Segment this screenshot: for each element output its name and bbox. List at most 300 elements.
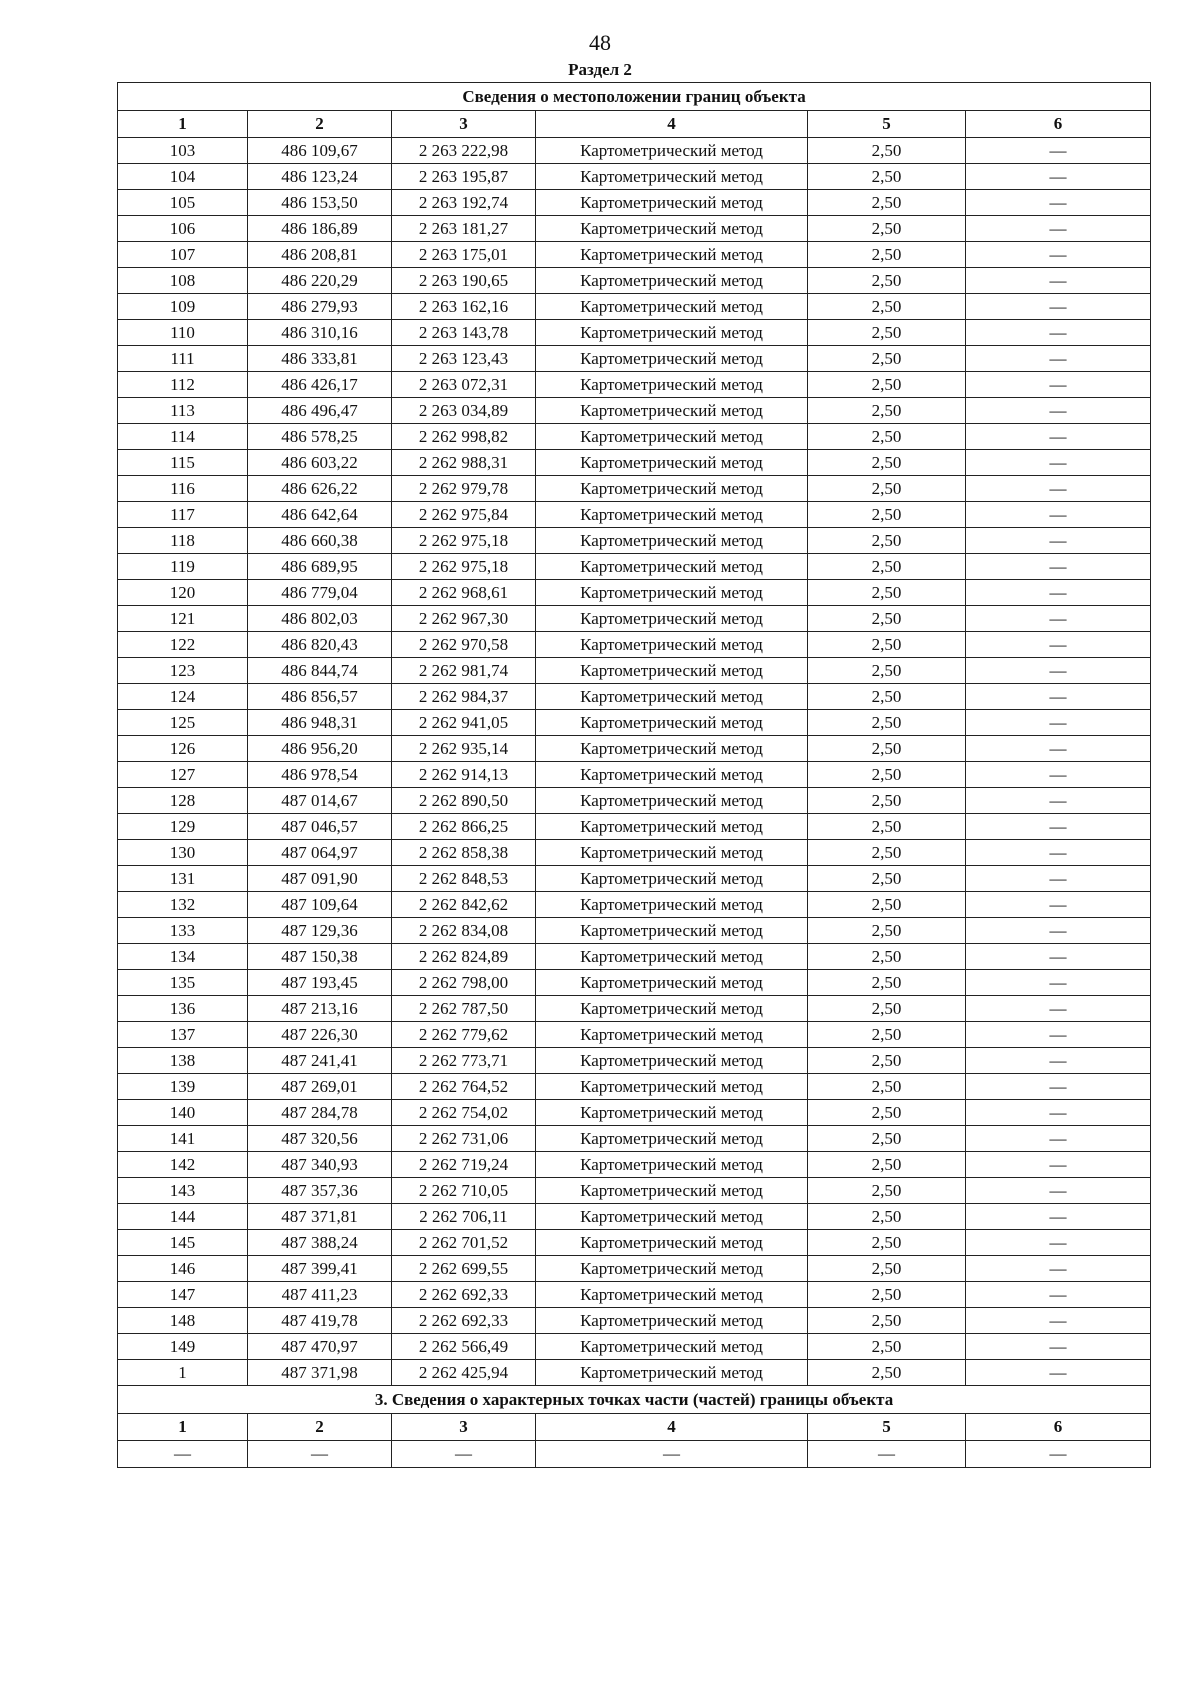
point-number-cell: 117 — [118, 502, 248, 528]
description-cell: — — [966, 1308, 1151, 1334]
table-row — [118, 788, 1151, 814]
section3-column-number-row — [118, 1414, 1151, 1441]
y-coordinate-cell: 2 262 773,71 — [392, 1048, 536, 1074]
accuracy-cell: 2,50 — [808, 1230, 966, 1256]
x-coordinate-cell: 487 226,30 — [248, 1022, 392, 1048]
empty-cell: — — [536, 1441, 808, 1468]
method-cell: Картометрический метод — [536, 554, 808, 580]
table-row — [118, 736, 1151, 762]
table-row — [118, 970, 1151, 996]
accuracy-cell: 2,50 — [808, 216, 966, 242]
table-row — [118, 398, 1151, 424]
column-number: 1 — [118, 1414, 248, 1441]
point-number-cell: 132 — [118, 892, 248, 918]
accuracy-cell: 2,50 — [808, 1126, 966, 1152]
method-cell: Картометрический метод — [536, 710, 808, 736]
point-number-cell: 109 — [118, 294, 248, 320]
y-coordinate-cell: 2 262 692,33 — [392, 1308, 536, 1334]
y-coordinate-cell: 2 262 692,33 — [392, 1282, 536, 1308]
description-cell: — — [966, 138, 1151, 164]
method-cell: Картометрический метод — [536, 762, 808, 788]
y-coordinate-cell: 2 262 754,02 — [392, 1100, 536, 1126]
point-number-cell: 137 — [118, 1022, 248, 1048]
description-cell: — — [966, 216, 1151, 242]
description-cell: — — [966, 1178, 1151, 1204]
y-coordinate-cell: 2 263 143,78 — [392, 320, 536, 346]
point-number-cell: 106 — [118, 216, 248, 242]
boundary-table — [117, 82, 1151, 1468]
accuracy-cell: 2,50 — [808, 840, 966, 866]
description-cell: — — [966, 710, 1151, 736]
accuracy-cell: 2,50 — [808, 424, 966, 450]
accuracy-cell: 2,50 — [808, 138, 966, 164]
accuracy-cell: 2,50 — [808, 528, 966, 554]
method-cell: Картометрический метод — [536, 866, 808, 892]
method-cell: Картометрический метод — [536, 1022, 808, 1048]
empty-cell: — — [392, 1441, 536, 1468]
column-number: 4 — [536, 111, 808, 138]
point-number-cell: 122 — [118, 632, 248, 658]
x-coordinate-cell: 487 064,97 — [248, 840, 392, 866]
accuracy-cell: 2,50 — [808, 788, 966, 814]
y-coordinate-cell: 2 263 123,43 — [392, 346, 536, 372]
x-coordinate-cell: 486 642,64 — [248, 502, 392, 528]
table-row — [118, 554, 1151, 580]
y-coordinate-cell: 2 262 719,24 — [392, 1152, 536, 1178]
y-coordinate-cell: 2 262 975,18 — [392, 528, 536, 554]
description-cell: — — [966, 1126, 1151, 1152]
point-number-cell: 130 — [118, 840, 248, 866]
table-row — [118, 1282, 1151, 1308]
method-cell: Картометрический метод — [536, 242, 808, 268]
point-number-cell: 107 — [118, 242, 248, 268]
method-cell: Картометрический метод — [536, 1334, 808, 1360]
accuracy-cell: 2,50 — [808, 190, 966, 216]
table-row — [118, 684, 1151, 710]
table-row — [118, 424, 1151, 450]
empty-cell: — — [248, 1441, 392, 1468]
method-cell: Картометрический метод — [536, 138, 808, 164]
point-number-cell: 134 — [118, 944, 248, 970]
table-row — [118, 840, 1151, 866]
point-number-cell: 121 — [118, 606, 248, 632]
method-cell: Картометрический метод — [536, 1360, 808, 1386]
accuracy-cell: 2,50 — [808, 242, 966, 268]
accuracy-cell: 2,50 — [808, 320, 966, 346]
accuracy-cell: 2,50 — [808, 1074, 966, 1100]
method-cell: Картометрический метод — [536, 372, 808, 398]
accuracy-cell: 2,50 — [808, 736, 966, 762]
point-number-cell: 128 — [118, 788, 248, 814]
point-number-cell: 104 — [118, 164, 248, 190]
table-row — [118, 1178, 1151, 1204]
y-coordinate-cell: 2 262 866,25 — [392, 814, 536, 840]
section-label: Раздел 2 — [568, 60, 632, 79]
x-coordinate-cell: 486 689,95 — [248, 554, 392, 580]
table-row — [118, 372, 1151, 398]
table-row — [118, 1360, 1151, 1386]
table-row — [118, 268, 1151, 294]
table-row — [118, 1334, 1151, 1360]
point-number-cell: 120 — [118, 580, 248, 606]
point-number-cell: 131 — [118, 866, 248, 892]
point-number-cell: 139 — [118, 1074, 248, 1100]
method-cell: Картометрический метод — [536, 1178, 808, 1204]
point-number-cell: 136 — [118, 996, 248, 1022]
method-cell: Картометрический метод — [536, 216, 808, 242]
point-number-cell: 103 — [118, 138, 248, 164]
accuracy-cell: 2,50 — [808, 1282, 966, 1308]
method-cell: Картометрический метод — [536, 580, 808, 606]
method-cell: Картометрический метод — [536, 918, 808, 944]
point-number-cell: 124 — [118, 684, 248, 710]
y-coordinate-cell: 2 262 701,52 — [392, 1230, 536, 1256]
x-coordinate-cell: 486 948,31 — [248, 710, 392, 736]
description-cell: — — [966, 580, 1151, 606]
column-number: 4 — [536, 1414, 808, 1441]
point-number-cell: 145 — [118, 1230, 248, 1256]
x-coordinate-cell: 487 388,24 — [248, 1230, 392, 1256]
description-cell: — — [966, 1048, 1151, 1074]
table-row — [118, 502, 1151, 528]
y-coordinate-cell: 2 262 706,11 — [392, 1204, 536, 1230]
point-number-cell: 140 — [118, 1100, 248, 1126]
accuracy-cell: 2,50 — [808, 164, 966, 190]
method-cell: Картометрический метод — [536, 450, 808, 476]
y-coordinate-cell: 2 263 034,89 — [392, 398, 536, 424]
description-cell: — — [966, 1360, 1151, 1386]
point-number-cell: 149 — [118, 1334, 248, 1360]
description-cell: — — [966, 632, 1151, 658]
method-cell: Картометрический метод — [536, 1282, 808, 1308]
point-number-cell: 138 — [118, 1048, 248, 1074]
accuracy-cell: 2,50 — [808, 996, 966, 1022]
description-cell: — — [966, 424, 1151, 450]
method-cell: Картометрический метод — [536, 1126, 808, 1152]
table-row — [118, 892, 1151, 918]
accuracy-cell: 2,50 — [808, 372, 966, 398]
method-cell: Картометрический метод — [536, 684, 808, 710]
x-coordinate-cell: 487 320,56 — [248, 1126, 392, 1152]
table-row — [118, 944, 1151, 970]
method-cell: Картометрический метод — [536, 268, 808, 294]
accuracy-cell: 2,50 — [808, 658, 966, 684]
table-row — [118, 710, 1151, 736]
method-cell: Картометрический метод — [536, 294, 808, 320]
table-row — [118, 1048, 1151, 1074]
method-cell: Картометрический метод — [536, 190, 808, 216]
x-coordinate-cell: 486 279,93 — [248, 294, 392, 320]
method-cell: Картометрический метод — [536, 788, 808, 814]
column-number: 2 — [248, 111, 392, 138]
y-coordinate-cell: 2 262 824,89 — [392, 944, 536, 970]
x-coordinate-cell: 487 284,78 — [248, 1100, 392, 1126]
method-cell: Картометрический метод — [536, 970, 808, 996]
point-number-cell: 142 — [118, 1152, 248, 1178]
x-coordinate-cell: 487 046,57 — [248, 814, 392, 840]
x-coordinate-cell: 486 208,81 — [248, 242, 392, 268]
table-row — [118, 1230, 1151, 1256]
column-number: 1 — [118, 111, 248, 138]
accuracy-cell: 2,50 — [808, 1152, 966, 1178]
x-coordinate-cell: 487 399,41 — [248, 1256, 392, 1282]
y-coordinate-cell: 2 262 699,55 — [392, 1256, 536, 1282]
point-number-cell: 116 — [118, 476, 248, 502]
method-cell: Картометрический метод — [536, 1256, 808, 1282]
accuracy-cell: 2,50 — [808, 294, 966, 320]
table-row — [118, 1074, 1151, 1100]
table-row — [118, 528, 1151, 554]
x-coordinate-cell: 487 014,67 — [248, 788, 392, 814]
y-coordinate-cell: 2 262 731,06 — [392, 1126, 536, 1152]
table-row — [118, 658, 1151, 684]
point-number-cell: 105 — [118, 190, 248, 216]
table-row — [118, 580, 1151, 606]
table-row — [118, 996, 1151, 1022]
accuracy-cell: 2,50 — [808, 1308, 966, 1334]
description-cell: — — [966, 1282, 1151, 1308]
method-cell: Картометрический метод — [536, 398, 808, 424]
section3-empty-row — [118, 1441, 1151, 1468]
method-cell: Картометрический метод — [536, 1230, 808, 1256]
accuracy-cell: 2,50 — [808, 632, 966, 658]
method-cell: Картометрический метод — [536, 424, 808, 450]
description-cell: — — [966, 762, 1151, 788]
description-cell: — — [966, 944, 1151, 970]
method-cell: Картометрический метод — [536, 944, 808, 970]
x-coordinate-cell: 487 371,98 — [248, 1360, 392, 1386]
y-coordinate-cell: 2 262 935,14 — [392, 736, 536, 762]
table-row — [118, 866, 1151, 892]
point-number-cell: 127 — [118, 762, 248, 788]
method-cell: Картометрический метод — [536, 658, 808, 684]
accuracy-cell: 2,50 — [808, 502, 966, 528]
y-coordinate-cell: 2 262 941,05 — [392, 710, 536, 736]
accuracy-cell: 2,50 — [808, 892, 966, 918]
description-cell: — — [966, 190, 1151, 216]
x-coordinate-cell: 486 779,04 — [248, 580, 392, 606]
table-row — [118, 242, 1151, 268]
y-coordinate-cell: 2 262 988,31 — [392, 450, 536, 476]
x-coordinate-cell: 486 802,03 — [248, 606, 392, 632]
y-coordinate-cell: 2 262 975,84 — [392, 502, 536, 528]
y-coordinate-cell: 2 263 190,65 — [392, 268, 536, 294]
table-row — [118, 814, 1151, 840]
x-coordinate-cell: 487 371,81 — [248, 1204, 392, 1230]
x-coordinate-cell: 487 411,23 — [248, 1282, 392, 1308]
point-number-cell: 111 — [118, 346, 248, 372]
table-row — [118, 918, 1151, 944]
method-cell: Картометрический метод — [536, 320, 808, 346]
table-row — [118, 216, 1151, 242]
method-cell: Картометрический метод — [536, 502, 808, 528]
description-cell: — — [966, 814, 1151, 840]
method-cell: Картометрический метод — [536, 528, 808, 554]
description-cell: — — [966, 398, 1151, 424]
y-coordinate-cell: 2 263 222,98 — [392, 138, 536, 164]
accuracy-cell: 2,50 — [808, 476, 966, 502]
table-row — [118, 346, 1151, 372]
description-cell: — — [966, 1334, 1151, 1360]
point-number-cell: 133 — [118, 918, 248, 944]
x-coordinate-cell: 487 129,36 — [248, 918, 392, 944]
point-number-cell: 141 — [118, 1126, 248, 1152]
table-row — [118, 190, 1151, 216]
y-coordinate-cell: 2 263 195,87 — [392, 164, 536, 190]
x-coordinate-cell: 486 978,54 — [248, 762, 392, 788]
point-number-cell: 115 — [118, 450, 248, 476]
description-cell: — — [966, 528, 1151, 554]
x-coordinate-cell: 486 820,43 — [248, 632, 392, 658]
description-cell: — — [966, 840, 1151, 866]
x-coordinate-cell: 486 220,29 — [248, 268, 392, 294]
y-coordinate-cell: 2 262 842,62 — [392, 892, 536, 918]
column-number: 6 — [966, 111, 1151, 138]
y-coordinate-cell: 2 262 890,50 — [392, 788, 536, 814]
method-cell: Картометрический метод — [536, 1308, 808, 1334]
section3-caption: 3. Сведения о характерных точках части (частей) границы объекта — [118, 1386, 1151, 1414]
description-cell: — — [966, 320, 1151, 346]
description-cell: — — [966, 450, 1151, 476]
accuracy-cell: 2,50 — [808, 1360, 966, 1386]
accuracy-cell: 2,50 — [808, 580, 966, 606]
x-coordinate-cell: 486 333,81 — [248, 346, 392, 372]
accuracy-cell: 2,50 — [808, 866, 966, 892]
description-cell: — — [966, 970, 1151, 996]
y-coordinate-cell: 2 262 848,53 — [392, 866, 536, 892]
x-coordinate-cell: 486 153,50 — [248, 190, 392, 216]
x-coordinate-cell: 486 186,89 — [248, 216, 392, 242]
method-cell: Картометрический метод — [536, 892, 808, 918]
method-cell: Картометрический метод — [536, 1152, 808, 1178]
point-number-cell: 125 — [118, 710, 248, 736]
point-number-cell: 146 — [118, 1256, 248, 1282]
column-number-row — [118, 111, 1151, 138]
table-row — [118, 164, 1151, 190]
description-cell: — — [966, 918, 1151, 944]
x-coordinate-cell: 487 213,16 — [248, 996, 392, 1022]
section3-caption-row — [118, 1386, 1151, 1414]
description-cell: — — [966, 736, 1151, 762]
y-coordinate-cell: 2 262 914,13 — [392, 762, 536, 788]
x-coordinate-cell: 487 357,36 — [248, 1178, 392, 1204]
accuracy-cell: 2,50 — [808, 918, 966, 944]
method-cell: Картометрический метод — [536, 1074, 808, 1100]
description-cell: — — [966, 996, 1151, 1022]
method-cell: Картометрический метод — [536, 632, 808, 658]
y-coordinate-cell: 2 262 764,52 — [392, 1074, 536, 1100]
table-row — [118, 1022, 1151, 1048]
point-number-cell: 119 — [118, 554, 248, 580]
x-coordinate-cell: 486 660,38 — [248, 528, 392, 554]
x-coordinate-cell: 486 310,16 — [248, 320, 392, 346]
description-cell: — — [966, 346, 1151, 372]
description-cell: — — [966, 1100, 1151, 1126]
column-number: 3 — [392, 1414, 536, 1441]
point-number-cell: 110 — [118, 320, 248, 346]
point-number-cell: 135 — [118, 970, 248, 996]
empty-cell: — — [966, 1441, 1151, 1468]
x-coordinate-cell: 487 193,45 — [248, 970, 392, 996]
y-coordinate-cell: 2 262 787,50 — [392, 996, 536, 1022]
table-row — [118, 1100, 1151, 1126]
description-cell: — — [966, 164, 1151, 190]
point-number-cell: 118 — [118, 528, 248, 554]
x-coordinate-cell: 486 856,57 — [248, 684, 392, 710]
point-number-cell: 113 — [118, 398, 248, 424]
accuracy-cell: 2,50 — [808, 1256, 966, 1282]
y-coordinate-cell: 2 262 970,58 — [392, 632, 536, 658]
point-number-cell: 114 — [118, 424, 248, 450]
point-number-cell: 143 — [118, 1178, 248, 1204]
table-row — [118, 1126, 1151, 1152]
table-caption-row — [118, 83, 1151, 111]
y-coordinate-cell: 2 262 975,18 — [392, 554, 536, 580]
table-row — [118, 320, 1151, 346]
x-coordinate-cell: 486 844,74 — [248, 658, 392, 684]
y-coordinate-cell: 2 262 425,94 — [392, 1360, 536, 1386]
table-row — [118, 762, 1151, 788]
description-cell: — — [966, 242, 1151, 268]
description-cell: — — [966, 606, 1151, 632]
y-coordinate-cell: 2 262 968,61 — [392, 580, 536, 606]
x-coordinate-cell: 486 109,67 — [248, 138, 392, 164]
column-number: 6 — [966, 1414, 1151, 1441]
x-coordinate-cell: 486 603,22 — [248, 450, 392, 476]
table-row — [118, 294, 1151, 320]
description-cell: — — [966, 1074, 1151, 1100]
empty-cell: — — [808, 1441, 966, 1468]
column-number: 2 — [248, 1414, 392, 1441]
y-coordinate-cell: 2 263 175,01 — [392, 242, 536, 268]
y-coordinate-cell: 2 262 858,38 — [392, 840, 536, 866]
description-cell: — — [966, 1152, 1151, 1178]
method-cell: Картометрический метод — [536, 346, 808, 372]
accuracy-cell: 2,50 — [808, 762, 966, 788]
point-number-cell: 1 — [118, 1360, 248, 1386]
x-coordinate-cell: 487 150,38 — [248, 944, 392, 970]
method-cell: Картометрический метод — [536, 606, 808, 632]
description-cell: — — [966, 268, 1151, 294]
description-cell: — — [966, 1204, 1151, 1230]
table-row — [118, 138, 1151, 164]
y-coordinate-cell: 2 262 979,78 — [392, 476, 536, 502]
method-cell: Картометрический метод — [536, 736, 808, 762]
x-coordinate-cell: 486 578,25 — [248, 424, 392, 450]
accuracy-cell: 2,50 — [808, 450, 966, 476]
accuracy-cell: 2,50 — [808, 1204, 966, 1230]
point-number-cell: 129 — [118, 814, 248, 840]
x-coordinate-cell: 486 496,47 — [248, 398, 392, 424]
y-coordinate-cell: 2 262 984,37 — [392, 684, 536, 710]
column-number: 5 — [808, 1414, 966, 1441]
x-coordinate-cell: 486 956,20 — [248, 736, 392, 762]
accuracy-cell: 2,50 — [808, 554, 966, 580]
accuracy-cell: 2,50 — [808, 710, 966, 736]
accuracy-cell: 2,50 — [808, 268, 966, 294]
column-number: 5 — [808, 111, 966, 138]
point-number-cell: 144 — [118, 1204, 248, 1230]
method-cell: Картометрический метод — [536, 1100, 808, 1126]
x-coordinate-cell: 486 123,24 — [248, 164, 392, 190]
accuracy-cell: 2,50 — [808, 1178, 966, 1204]
method-cell: Картометрический метод — [536, 840, 808, 866]
y-coordinate-cell: 2 262 566,49 — [392, 1334, 536, 1360]
x-coordinate-cell: 487 269,01 — [248, 1074, 392, 1100]
method-cell: Картометрический метод — [536, 1204, 808, 1230]
y-coordinate-cell: 2 263 192,74 — [392, 190, 536, 216]
accuracy-cell: 2,50 — [808, 1048, 966, 1074]
